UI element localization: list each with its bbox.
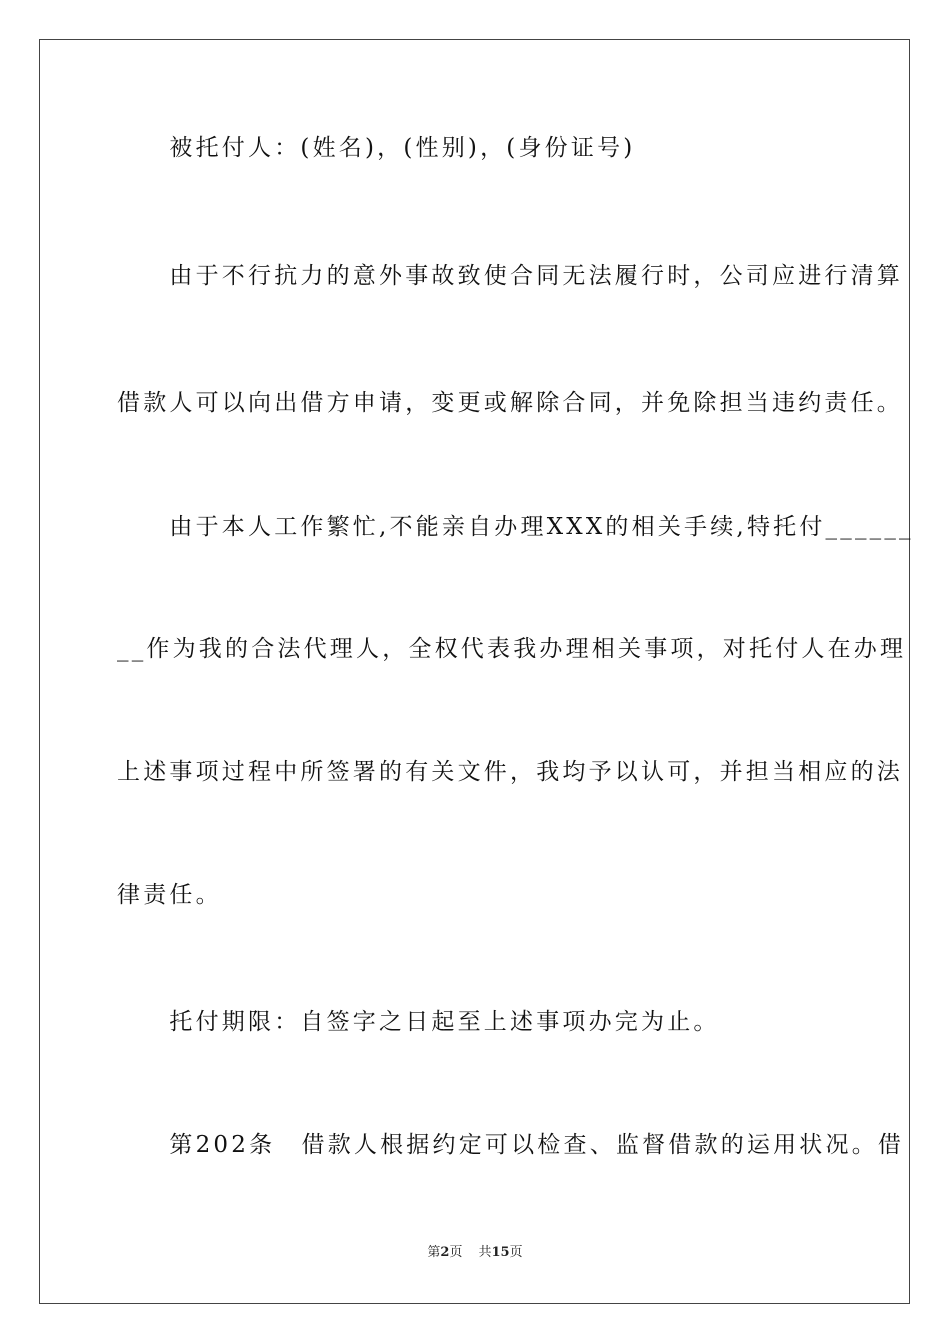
text-line-6: 上述事项过程中所签署的有关文件，我均予以认可，并担当相应的法 — [117, 759, 903, 785]
text-line-8: 托付期限：自签字之日起至上述事项办完为止。 — [117, 1009, 720, 1035]
page-number: 2 — [440, 1245, 450, 1260]
text-line-1: 被托付人：(姓名)，(性别)，(身份证号) — [117, 135, 636, 161]
text-line-4: 由于本人工作繁忙,不能亲自办理XXX的相关手续,特托付______ — [117, 514, 914, 540]
page-border — [39, 39, 914, 1304]
text-line-3: 借款人可以向出借方申请，变更或解除合同，并免除担当违约责任。 — [117, 390, 903, 416]
text-line-9: 第202条 借款人根据约定可以检查、监督借款的运用状况。借 — [117, 1132, 905, 1158]
page-prefix: 第 — [427, 1245, 441, 1260]
page-suffix: 页 — [449, 1245, 463, 1260]
total-suffix: 页 — [509, 1245, 523, 1260]
page-footer — [0, 1244, 950, 1262]
text-line-5: __作为我的合法代理人，全权代表我办理相关事项，对托付人在办理 — [117, 636, 907, 662]
text-line-7: 律责任。 — [117, 882, 222, 908]
text-line-2: 由于不行抗力的意外事故致使合同无法履行时，公司应进行清算 — [117, 263, 903, 289]
total-pages: 15 — [491, 1245, 510, 1260]
total-prefix: 共 — [478, 1245, 492, 1260]
